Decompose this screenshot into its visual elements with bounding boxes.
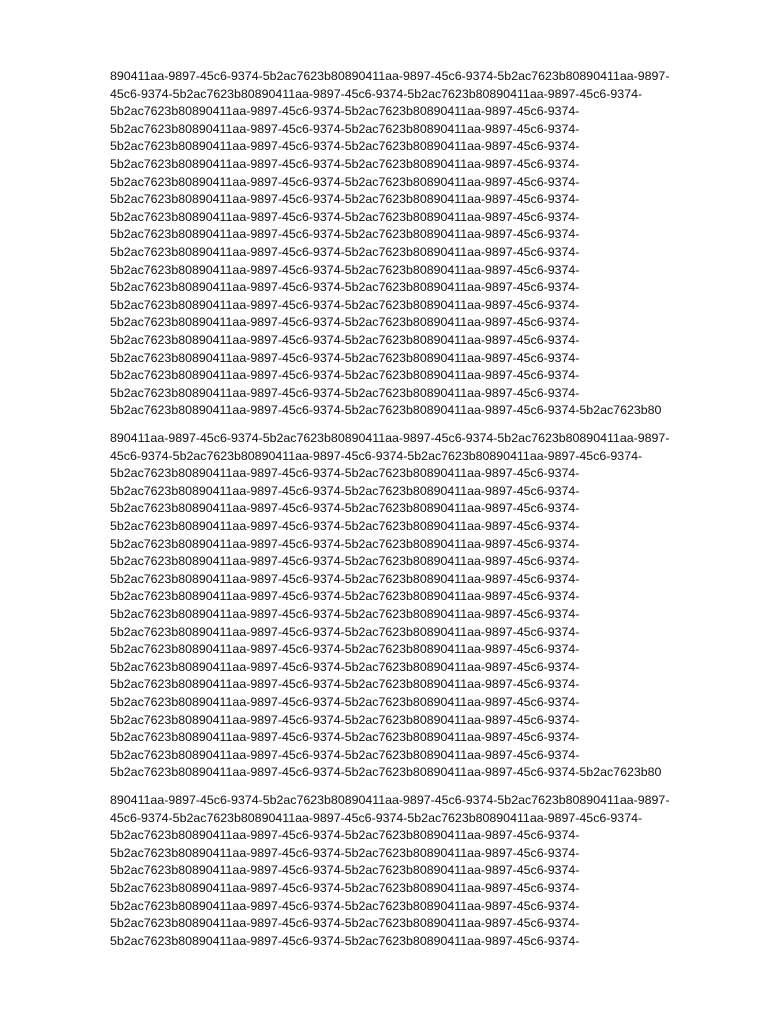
text-line: 5b2ac7623b80890411aa-9897-45c6-9374-5b2ac7623b80890411aa-9897-45c6-9374- bbox=[110, 139, 580, 154]
text-line: 890411aa-9897-45c6-9374-5b2ac7623b80890411aa-9897-45c6-9374-5b2ac7623b80890411aa-9897- bbox=[110, 793, 670, 807]
text-line: 5b2ac7623b80890411aa-9897-45c6-9374-5b2ac7623b80890411aa-9897-45c6-9374- bbox=[110, 677, 580, 692]
text-line: 5b2ac7623b80890411aa-9897-45c6-9374-5b2ac7623b80890411aa-9897-45c6-9374-5b2ac7623b80 bbox=[110, 403, 662, 418]
text-line: 45c6-9374-5b2ac7623b80890411aa-9897-45c6-9374-5b2ac7623b80890411aa-9897-45c6-9374- bbox=[110, 810, 643, 825]
text-line: 5b2ac7623b80890411aa-9897-45c6-9374-5b2ac7623b80890411aa-9897-45c6-9374- bbox=[110, 554, 580, 569]
text-line: 5b2ac7623b80890411aa-9897-45c6-9374-5b2ac7623b80890411aa-9897-45c6-9374- bbox=[110, 863, 580, 878]
text-line: 45c6-9374-5b2ac7623b80890411aa-9897-45c6-9374-5b2ac7623b80890411aa-9897-45c6-9374- bbox=[110, 86, 643, 101]
text-line: 5b2ac7623b80890411aa-9897-45c6-9374-5b2ac7623b80890411aa-9897-45c6-9374- bbox=[110, 227, 580, 242]
text-line: 5b2ac7623b80890411aa-9897-45c6-9374-5b2ac7623b80890411aa-9897-45c6-9374- bbox=[110, 747, 580, 762]
text-line: 5b2ac7623b80890411aa-9897-45c6-9374-5b2ac7623b80890411aa-9897-45c6-9374- bbox=[110, 332, 580, 347]
text-line: 5b2ac7623b80890411aa-9897-45c6-9374-5b2ac7623b80890411aa-9897-45c6-9374- bbox=[110, 933, 580, 948]
paragraph-2-text bbox=[110, 430, 710, 782]
text-line: 5b2ac7623b80890411aa-9897-45c6-9374-5b2ac7623b80890411aa-9897-45c6-9374- bbox=[110, 209, 580, 224]
paragraph-1-text bbox=[110, 68, 710, 420]
text-line: 5b2ac7623b80890411aa-9897-45c6-9374-5b2ac7623b80890411aa-9897-45c6-9374- bbox=[110, 315, 580, 330]
paragraph-2 bbox=[110, 430, 710, 782]
text-line: 45c6-9374-5b2ac7623b80890411aa-9897-45c6-9374-5b2ac7623b80890411aa-9897-45c6-9374- bbox=[110, 448, 643, 463]
text-line: 5b2ac7623b80890411aa-9897-45c6-9374-5b2ac7623b80890411aa-9897-45c6-9374- bbox=[110, 280, 580, 295]
text-line: 5b2ac7623b80890411aa-9897-45c6-9374-5b2ac7623b80890411aa-9897-45c6-9374- bbox=[110, 828, 580, 843]
text-line: 5b2ac7623b80890411aa-9897-45c6-9374-5b2ac7623b80890411aa-9897-45c6-9374-5b2ac7623b80 bbox=[110, 765, 662, 780]
text-line: 5b2ac7623b80890411aa-9897-45c6-9374-5b2ac7623b80890411aa-9897-45c6-9374- bbox=[110, 642, 580, 657]
text-line: 5b2ac7623b80890411aa-9897-45c6-9374-5b2ac7623b80890411aa-9897-45c6-9374- bbox=[110, 606, 580, 621]
text-line: 5b2ac7623b80890411aa-9897-45c6-9374-5b2ac7623b80890411aa-9897-45c6-9374- bbox=[110, 262, 580, 277]
text-line: 5b2ac7623b80890411aa-9897-45c6-9374-5b2ac7623b80890411aa-9897-45c6-9374- bbox=[110, 297, 580, 312]
text-line: 5b2ac7623b80890411aa-9897-45c6-9374-5b2ac7623b80890411aa-9897-45c6-9374- bbox=[110, 368, 580, 383]
text-line: 5b2ac7623b80890411aa-9897-45c6-9374-5b2ac7623b80890411aa-9897-45c6-9374- bbox=[110, 536, 580, 551]
text-line: 5b2ac7623b80890411aa-9897-45c6-9374-5b2ac7623b80890411aa-9897-45c6-9374- bbox=[110, 589, 580, 604]
text-line: 5b2ac7623b80890411aa-9897-45c6-9374-5b2ac7623b80890411aa-9897-45c6-9374- bbox=[110, 174, 580, 189]
text-line: 5b2ac7623b80890411aa-9897-45c6-9374-5b2ac7623b80890411aa-9897-45c6-9374- bbox=[110, 244, 580, 259]
text-line: 5b2ac7623b80890411aa-9897-45c6-9374-5b2ac7623b80890411aa-9897-45c6-9374- bbox=[110, 571, 580, 586]
text-line: 890411aa-9897-45c6-9374-5b2ac7623b80890411aa-9897-45c6-9374-5b2ac7623b80890411aa-9897- bbox=[110, 431, 670, 445]
text-line: 5b2ac7623b80890411aa-9897-45c6-9374-5b2ac7623b80890411aa-9897-45c6-9374- bbox=[110, 156, 580, 171]
text-line: 5b2ac7623b80890411aa-9897-45c6-9374-5b2ac7623b80890411aa-9897-45c6-9374- bbox=[110, 845, 580, 860]
paragraph-3 bbox=[110, 792, 710, 950]
text-line: 5b2ac7623b80890411aa-9897-45c6-9374-5b2ac7623b80890411aa-9897-45c6-9374- bbox=[110, 730, 580, 745]
text-line: 5b2ac7623b80890411aa-9897-45c6-9374-5b2ac7623b80890411aa-9897-45c6-9374- bbox=[110, 916, 580, 931]
text-line: 5b2ac7623b80890411aa-9897-45c6-9374-5b2ac7623b80890411aa-9897-45c6-9374- bbox=[110, 712, 580, 727]
text-line: 5b2ac7623b80890411aa-9897-45c6-9374-5b2ac7623b80890411aa-9897-45c6-9374- bbox=[110, 898, 580, 913]
text-line: 5b2ac7623b80890411aa-9897-45c6-9374-5b2ac7623b80890411aa-9897-45c6-9374- bbox=[110, 659, 580, 674]
text-line: 5b2ac7623b80890411aa-9897-45c6-9374-5b2ac7623b80890411aa-9897-45c6-9374- bbox=[110, 385, 580, 400]
text-line: 5b2ac7623b80890411aa-9897-45c6-9374-5b2ac7623b80890411aa-9897-45c6-9374- bbox=[110, 192, 580, 207]
text-line: 5b2ac7623b80890411aa-9897-45c6-9374-5b2ac7623b80890411aa-9897-45c6-9374- bbox=[110, 466, 580, 481]
text-line: 5b2ac7623b80890411aa-9897-45c6-9374-5b2ac7623b80890411aa-9897-45c6-9374- bbox=[110, 350, 580, 365]
text-line: 5b2ac7623b80890411aa-9897-45c6-9374-5b2ac7623b80890411aa-9897-45c6-9374- bbox=[110, 880, 580, 895]
paragraph-3-text bbox=[110, 792, 710, 950]
text-line: 890411aa-9897-45c6-9374-5b2ac7623b80890411aa-9897-45c6-9374-5b2ac7623b80890411aa-9897- bbox=[110, 69, 670, 83]
paragraph-1 bbox=[110, 68, 710, 420]
text-line: 5b2ac7623b80890411aa-9897-45c6-9374-5b2ac7623b80890411aa-9897-45c6-9374- bbox=[110, 121, 580, 136]
text-line: 5b2ac7623b80890411aa-9897-45c6-9374-5b2ac7623b80890411aa-9897-45c6-9374- bbox=[110, 518, 580, 533]
text-line: 5b2ac7623b80890411aa-9897-45c6-9374-5b2ac7623b80890411aa-9897-45c6-9374- bbox=[110, 104, 580, 119]
text-line: 5b2ac7623b80890411aa-9897-45c6-9374-5b2ac7623b80890411aa-9897-45c6-9374- bbox=[110, 624, 580, 639]
text-line: 5b2ac7623b80890411aa-9897-45c6-9374-5b2ac7623b80890411aa-9897-45c6-9374- bbox=[110, 483, 580, 498]
text-line: 5b2ac7623b80890411aa-9897-45c6-9374-5b2ac7623b80890411aa-9897-45c6-9374- bbox=[110, 694, 580, 709]
text-line: 5b2ac7623b80890411aa-9897-45c6-9374-5b2ac7623b80890411aa-9897-45c6-9374- bbox=[110, 501, 580, 516]
